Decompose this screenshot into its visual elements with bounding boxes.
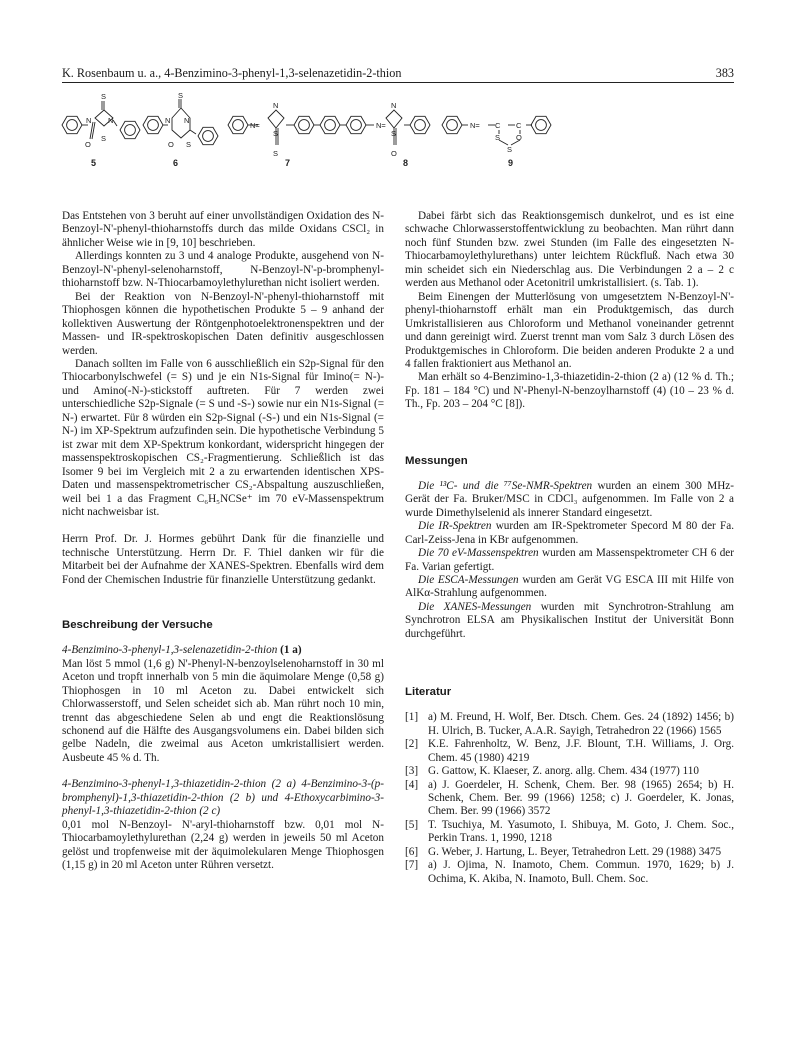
reference-text: a) J. Goerdeler, H. Schenk, Chem. Ber. 98 (1965) 2654; b) H. Schenk, Chem. Ber. 99 (1966) 1258; c) J. Goerdeler, K. Jonas, Chem. Ber. 99 (1966) 3572: [428, 778, 734, 818]
paragraph: Danach sollten im Falle von 6 ausschließlich ein S2p-Signal für den Thiocarbonylschwefel (= S) und je ein N1s-Signal für Imino(= N-)- und Amino(-N-)-stickstoff auftreten. Für 7 werden zwei unterschiedliche S2p-Signale (= S und -S-) sowie nur ein N1s-Signal (= N-) erwartet. Für 8 würden ein S2p-Signal (-S-) und ein N1s-Signal (= N-) im XP-Spektrum aufzufinden sein. Die hypothetische Verbindung 5 ist zwar mit dem XP-Spektrum konkordant, widerspricht hingegen der massenspektroskopischen CS₂-Fragmentierung. Schließlich ist das Isomer 9 bei im Vergleich mit 2 a zu erwartenden identischen XPS-Daten und massenspektrometrischer CS₂-Abspaltung auszuschließen, weil bei 1 a das Fragment C₆H₅NCSe⁺ im 70 eV-Massenspektrum nicht nachweisbar ist.: [62, 357, 384, 518]
structure-label: 7: [285, 158, 291, 168]
paragraph: Das Entstehen von 3 beruht auf einer unvollständigen Oxidation des N-Benzoyl-N'-phenyl-thioharnstoffs durch das milde Oxidans CSCl₂ in ähnlicher Weise wie in [9, 10] beschrieben.: [62, 210, 384, 249]
reference-item: [405, 765, 734, 778]
measurement-lead: Die IR-Spektren: [418, 520, 492, 533]
atom-label: N: [391, 101, 397, 110]
measurement-text: wurden an einem 300 MHz-Gerät der Fa. Bruker/MSC in CDCl₃ aufgenommen. Im Falle von 2 a wurde Dimethylselenid als innerer Standard eingesetzt.: [405, 479, 734, 519]
acknowledgement: Herrn Prof. Dr. J. Hormes gebührt Dank für die finanzielle und technische Unterstützung. Herrn Dr. F. Thiel danken wir für die Mitarbeit bei der Aufnahme der XANES-Spektren. Ebenfalls wird dem Fond der Chemischen Industrie für finanzielle Unterstützung gedankt.: [62, 533, 384, 586]
reference-item: [405, 779, 734, 819]
atom-label: S: [101, 92, 107, 101]
reference-list: [405, 711, 734, 886]
atom-label: S: [186, 140, 192, 149]
measurement-lead: Die ¹³C- und die ⁷⁷Se-NMR-Spektren: [418, 479, 593, 492]
atom-label: S: [273, 149, 279, 158]
reference-item: [405, 738, 734, 765]
reference-number: [1]: [405, 711, 419, 724]
measurement-lead: Die ESCA-Messungen: [418, 573, 519, 586]
paragraph: 0,01 mol N-Benzoyl- N'-aryl-thioharnstoff bzw. 0,01 mol N-Thiocarbamoylethylurethan (2,24 g) werden in jeweils 50 ml Aceton gelöst und tropfenweise mit der äquimolekularen Menge Thiophosgen (1,15 g) in 20 ml Aceton unter Rühren versetzt.: [62, 818, 384, 872]
paragraph: Man erhält so 4-Benzimino-1,3-thiazetidin-2-thion (2 a) (12 % d. Th.; Fp. 181 – 184 °C) und N'-Phenyl-N-benzoylharnstoff (4) (10 – 23 % d. Th., Fp. 203 – 204 °C [8]).: [405, 371, 734, 411]
reference-number: [7]: [405, 859, 419, 872]
procedure-title: [62, 644, 384, 657]
reference-text: G. Weber, J. Hartung, L. Beyer, Tetrahedron Lett. 29 (1988) 3475: [428, 845, 722, 858]
page-number: 383: [715, 66, 734, 80]
compound-name: 4-Benzimino-3-phenyl-1,3-selenazetidin-2-thion: [62, 644, 278, 657]
measurement-lead: Die XANES-Messungen: [418, 600, 532, 613]
structure-7: [228, 110, 340, 145]
reference-item: [405, 711, 734, 738]
reference-text: K.E. Fahrenholtz, W. Benz, J.F. Blount, T.H. Williams, J. Org. Chem. 45 (1980) 4219: [428, 738, 734, 764]
reference-text: T. Tsuchiya, M. Yasumoto, I. Shibuya, M. Goto, J. Chem. Soc., Perkin Trans. 1, 1990, 1218: [428, 818, 734, 845]
paragraph: Man löst 5 mmol (1,6 g) N'-Phenyl-N-benzoylselenoharnstoff in 30 ml Aceton und tropft innerhalb von 5 min die äquimolare Menge (0,58 g) Thiophosgen in 10 ml Aceton zu. Dabei entwickelt sich Chlorwasserstoff, und Selen scheidet sich ab. Man rührt noch 10 min, trennt das abgeschiedene Selen ab und engt die Reaktionslösung schonend auf die Hälfte des Ausgangsvolumens ein. Dabei bilden sich gelbe Nadeln, die zweimal aus Aceton umkristallisiert werden. Ausbeute 45 % d. Th.: [62, 657, 384, 764]
measurement-text: wurden am Gerät VG ESCA III mit Hilfe von AlKα-Strahlung aufgenommen.: [405, 573, 734, 600]
procedure-title: 4-Benzimino-3-phenyl-1,3-thiazetidin-2-thion (2 a) 4-Benzimino-3-(p-bromphenyl)-1,3-thiazetidin-2-thion (2 b) und 4-Ethoxycarbimino-3-phenyl-1,3-thiazetidin-2-thion (2 c): [62, 778, 384, 818]
atom-label: S: [391, 129, 397, 138]
left-column: [62, 210, 384, 872]
atom-label: C: [495, 121, 501, 130]
reference-number: [6]: [405, 845, 419, 858]
paragraph: Allerdings konnten zu 3 und 4 analoge Produkte, ausgehend von N-Benzoyl-N'-phenyl-selenoharnstoff, N-Benzoyl-N'-p-bromphenyl-thioharnstoff bzw. N-Thiocarbamoylethylurethan nicht isoliert werden.: [62, 250, 384, 290]
measurement-text: wurden am Massenspektrometer CH 6 der Fa. Varian gefertigt.: [405, 547, 734, 573]
reference-item: [405, 859, 734, 886]
atom-label: N=: [250, 121, 260, 130]
reference-number: [4]: [405, 778, 419, 791]
atom-label: S: [101, 134, 107, 143]
atom-label: S: [495, 133, 501, 142]
measurement-text: wurden mit Synchrotron-Strahlung am Synchrotron ELSA am Physikalischen Institut der Universität Bonn durchgeführt.: [405, 600, 734, 640]
reference-text: a) J. Ojima, N. Inamoto, Chem. Commun. 1970, 1629; b) J. Ochima, K. Akiba, N. Inamoto, Bull. Chem. Soc.: [428, 859, 734, 885]
paragraph: Beim Einengen der Mutterlösung von umgesetztem N-Benzoyl-N'-phenyl-thioharnstoff erhält man ein Produktgemisch, das durch Umkristallisieren aus Chloroform und Methanol voneinander getrennt und dann gereinigt wird. Zuerst trennt man vom Salz 3 durch Lösen des Produktgemisches in Chloroform. Die beiden anderen Produkte 2 a und 4 fallen fraktioniert aus Methanol an.: [405, 290, 734, 370]
section-heading: Literatur: [405, 686, 452, 699]
structure-atom-labels: [85, 91, 522, 158]
atom-label: N=: [376, 121, 386, 130]
atom-label: O: [168, 140, 174, 149]
section-heading: Messungen: [405, 454, 468, 467]
section-heading: Beschreibung der Versuche: [62, 619, 213, 632]
structure-label: 9: [508, 158, 514, 168]
atom-label: N: [184, 116, 190, 125]
paragraph: [405, 547, 734, 574]
atom-label: S: [507, 145, 513, 154]
structure-6: [143, 99, 218, 145]
measurement-lead: Die 70 eV-Massenspektren: [418, 547, 539, 560]
atom-label: N: [86, 116, 92, 125]
atom-label: N: [273, 101, 279, 110]
structure-label: 8: [403, 158, 409, 168]
chemical-structures-figure: [0, 0, 793, 205]
structure-label: 6: [173, 158, 179, 168]
atom-label: O: [391, 149, 397, 158]
atom-label: O: [516, 133, 522, 142]
atom-label: N=: [470, 121, 480, 130]
right-column: [405, 210, 734, 886]
atom-label: N: [165, 116, 171, 125]
reference-text: a) M. Freund, H. Wolf, Ber. Dtsch. Chem. Ges. 24 (1892) 1456; b) H. Ulrich, B. Tucker, A.A.R. Sayigh, Tetrahedron 22 (1966) 1565: [428, 711, 734, 737]
atom-label: S: [178, 91, 184, 100]
reference-text: G. Gattow, K. Klaeser, Z. anorg. allg. Chem. 434 (1977) 110: [428, 765, 699, 778]
atom-label: N: [108, 116, 114, 125]
atom-label: C: [516, 121, 522, 130]
reference-item: [405, 819, 734, 846]
reference-number: [2]: [405, 738, 419, 751]
compound-number: (1 a): [280, 644, 302, 657]
atom-label: O: [85, 140, 91, 149]
reference-number: [5]: [405, 818, 419, 831]
measurement-text: wurden am IR-Spektrometer Specord M 80 der Fa. Carl-Zeiss-Jena in KBr aufgenommen.: [405, 520, 735, 546]
running-title: K. Rosenbaum u. a., 4-Benzimino-3-phenyl-1,3-selenazetidin-2-thion: [62, 66, 402, 80]
paragraph: Dabei färbt sich das Reaktionsgemisch dunkelrot, und es ist eine schwache Chlorwasserstoffentwicklung zu beobachten. Man rührt dann noch fünf Stunden bzw. zwei Stunden (im Falle des eingesetzten N-Thiocarbamoylethylurethans) unter leichtem Rückfluß. Nach etwa 30 min scheidet sich ein Niederschlag aus. Die Verbindungen 2 a – 2 c werden aus Methanol oder Acetonitril umkristallisiert. (s. Tab. 1).: [405, 210, 734, 290]
reference-number: [3]: [405, 765, 419, 778]
paragraph: Bei der Reaktion von N-Benzoyl-N'-phenyl-thioharnstoff mit Thiophosgen können die hypothetischen Produkte 5 – 9 anhand der kollektiven Auswertung der Röntgenphotoelektronenspektren und der Massen- und IR-spektroskopischen Daten definitiv ausgeschlossen werden.: [62, 290, 384, 357]
reference-item: [405, 846, 734, 859]
paragraph: [405, 480, 734, 520]
atom-label: S: [273, 129, 279, 138]
structure-number-labels: [91, 158, 513, 168]
paragraph: [405, 574, 734, 601]
structure-label: 5: [91, 158, 97, 168]
paragraph: [405, 520, 734, 547]
paragraph: [405, 601, 734, 641]
